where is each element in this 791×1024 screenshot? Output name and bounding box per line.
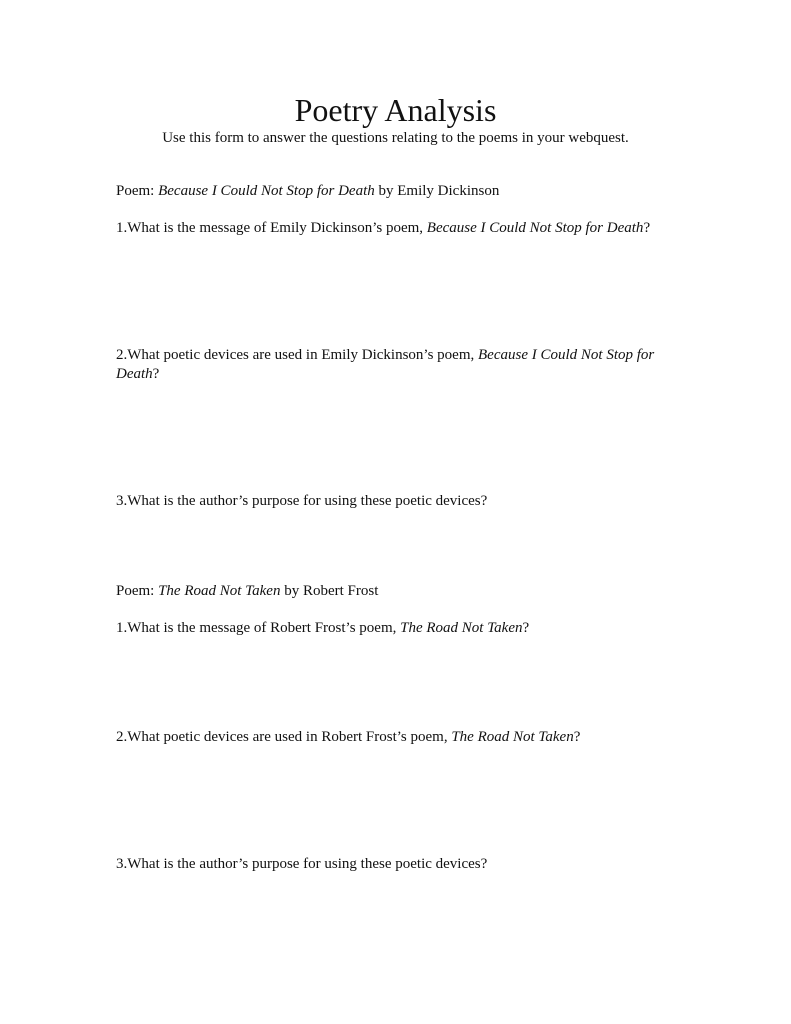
poem-heading-frost [116, 582, 676, 601]
question-text: 2.What poetic devices are used in Robert Frost’s poem, [116, 729, 452, 745]
question-1-dickinson [116, 219, 676, 238]
question-1-frost [116, 619, 676, 638]
question-3-frost [116, 855, 676, 874]
question-end: ? [643, 220, 651, 236]
page-subtitle: Use this form to answer the questions relating to the poems in your webquest. [162, 130, 629, 146]
question-poem-title: Because I Could Not Stop for Death [426, 220, 644, 236]
poem-label: Poem: [116, 183, 159, 199]
question-end: ? [152, 366, 160, 382]
poem-title: Because I Could Not Stop for Death [158, 183, 375, 199]
poem-author: by Robert Frost [280, 583, 379, 599]
question-end: ? [522, 620, 530, 636]
question-3-dickinson [116, 492, 676, 511]
question-end: ? [573, 729, 581, 745]
question-text: 2.What poetic devices are used in Emily Dickinson’s poem, [116, 347, 478, 363]
question-2-dickinson [116, 346, 676, 384]
question-poem-title: Because I Could Not Stop for Death [116, 347, 655, 382]
question-poem-title: The Road Not Taken [451, 729, 574, 745]
question-poem-title: The Road Not Taken [400, 620, 523, 636]
poem-heading-dickinson [116, 182, 676, 201]
question-text: 1.What is the message of Robert Frost’s poem, [116, 620, 401, 636]
poem-title: The Road Not Taken [158, 583, 281, 599]
question-text: 1.What is the message of Emily Dickinson’s poem, [116, 220, 427, 236]
question-text: 3.What is the author’s purpose for using these poetic devices? [116, 856, 488, 872]
poem-label: Poem: [116, 583, 159, 599]
page-title: Poetry Analysis [294, 92, 497, 128]
question-2-frost [116, 728, 676, 747]
question-text: 3.What is the author’s purpose for using these poetic devices? [116, 493, 488, 509]
poem-author: by Emily Dickinson [374, 183, 500, 199]
